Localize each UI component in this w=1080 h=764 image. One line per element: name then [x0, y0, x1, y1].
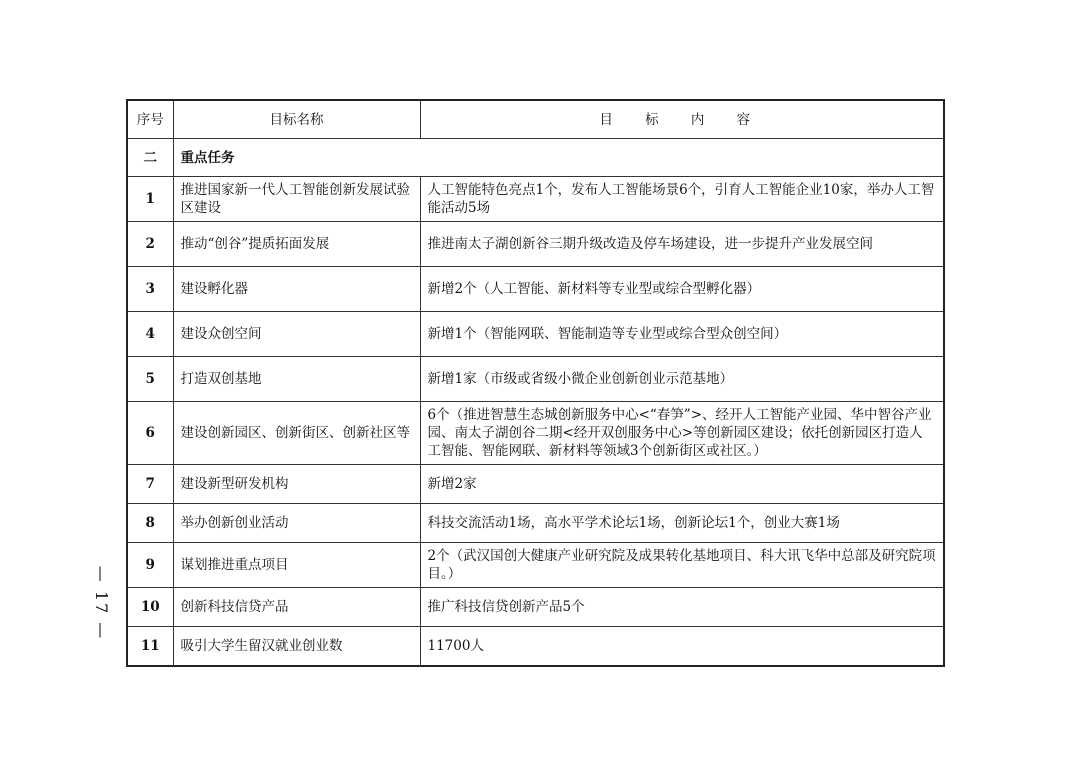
table-row — [127, 627, 944, 667]
row-content: 新增1家（市级或省级小微企业创新创业示范基地） — [420, 357, 944, 402]
row-name: 推进国家新一代人工智能创新发展试验区建设 — [173, 177, 420, 222]
row-content: 推进南太子湖创新谷三期升级改造及停车场建设，进一步提升产业发展空间 — [420, 222, 944, 267]
row-content: 新增1个（智能网联、智能制造等专业型或综合型众创空间） — [420, 312, 944, 357]
row-name: 推动“创谷”提质拓面发展 — [173, 222, 420, 267]
row-seq: 8 — [127, 504, 173, 543]
row-name: 建设创新园区、创新街区、创新社区等 — [173, 402, 420, 465]
row-content: 11700人 — [420, 627, 944, 667]
page-number: — 17 — — [92, 565, 112, 641]
row-name: 建设众创空间 — [173, 312, 420, 357]
row-name: 举办创新创业活动 — [173, 504, 420, 543]
row-content: 人工智能特色亮点1个，发布人工智能场景6个，引育人工智能企业10家，举办人工智能活动5场 — [420, 177, 944, 222]
row-seq: 11 — [127, 627, 173, 667]
row-seq: 7 — [127, 465, 173, 504]
row-seq: 2 — [127, 222, 173, 267]
row-seq: 10 — [127, 588, 173, 627]
row-content: 科技交流活动1场，高水平学术论坛1场，创新论坛1个，创业大赛1场 — [420, 504, 944, 543]
row-seq: 6 — [127, 402, 173, 465]
table-header-row — [127, 100, 944, 139]
row-content: 推广科技信贷创新产品5个 — [420, 588, 944, 627]
header-name: 目标名称 — [173, 100, 420, 139]
table-row — [127, 465, 944, 504]
row-content: 新增2个（人工智能、新材料等专业型或综合型孵化器） — [420, 267, 944, 312]
table-row — [127, 222, 944, 267]
section-seq: 二 — [127, 139, 173, 177]
row-seq: 3 — [127, 267, 173, 312]
table-row — [127, 357, 944, 402]
header-seq: 序号 — [127, 100, 173, 139]
row-name: 建设孵化器 — [173, 267, 420, 312]
table-row — [127, 588, 944, 627]
row-seq: 5 — [127, 357, 173, 402]
row-seq: 1 — [127, 177, 173, 222]
row-seq: 9 — [127, 543, 173, 588]
table-row — [127, 267, 944, 312]
row-content: 新增2家 — [420, 465, 944, 504]
table-row — [127, 312, 944, 357]
table-row — [127, 504, 944, 543]
targets-table — [126, 99, 945, 667]
row-content: 6个（推进智慧生态城创新服务中心<“春笋”>、经开人工智能产业园、华中智谷产业园、南太子湖创谷二期<经开双创服务中心>等创新园区建设；依托创新园区打造人工智能、智能网联、新材料等领域3个创新街区或社区。） — [420, 402, 944, 465]
table-row — [127, 543, 944, 588]
header-content: 目 标 内 容 — [420, 100, 944, 139]
row-name: 吸引大学生留汉就业创业数 — [173, 627, 420, 667]
row-name: 谋划推进重点项目 — [173, 543, 420, 588]
section-title: 重点任务 — [173, 139, 944, 177]
row-seq: 4 — [127, 312, 173, 357]
row-name: 创新科技信贷产品 — [173, 588, 420, 627]
section-row — [127, 139, 944, 177]
row-name: 打造双创基地 — [173, 357, 420, 402]
row-content: 2个（武汉国创大健康产业研究院及成果转化基地项目、科大讯飞华中总部及研究院项目。） — [420, 543, 944, 588]
row-name: 建设新型研发机构 — [173, 465, 420, 504]
table-row — [127, 402, 944, 465]
table-row — [127, 177, 944, 222]
